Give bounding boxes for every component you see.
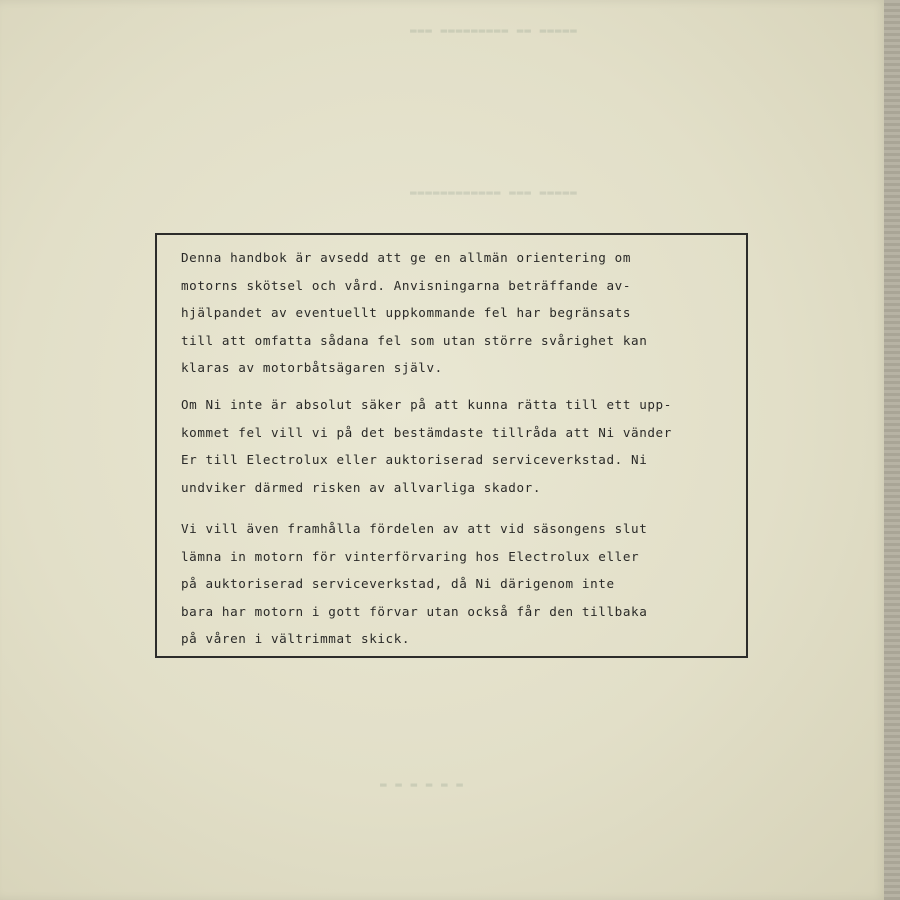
text-line: Denna handbok är avsedd att ge en allmän orientering om [181,250,632,265]
notice-paragraph-3 [181,515,721,653]
show-through-texture: ▬ ▬ ▬ ▬ ▬ ▬ [380,778,464,791]
text-line: bara har motorn i gott förvar utan också får den tillbaka [181,603,648,619]
text-line: kommet fel vill vi på det bestämdaste tillråda att Ni vänder [181,424,672,440]
text-line: lämna in motorn för vinterförvaring hos Electrolux eller [181,548,640,564]
text-line: klaras av motorbåtsägaren själv. [181,360,443,375]
text-line: Vi vill även framhålla fördelen av att vid säsongens slut [181,521,648,536]
show-through-texture: ▬▬▬ ▬▬▬▬▬▬▬▬▬ ▬▬ ▬▬▬▬▬ [410,24,578,37]
text-line: på våren i vältrimmat skick. [181,631,411,646]
text-line: Er till Electrolux eller auktoriserad serviceverkstad. Ni [181,452,648,467]
text-line: på auktoriserad serviceverkstad, då Ni därigenom inte [181,576,615,591]
text-line: hjälpandet av eventuellt uppkommande fel har begränsats [181,305,632,320]
notice-paragraph-2 [181,391,721,501]
background-surface [884,0,900,900]
notice-paragraph-1 [181,244,721,382]
text-line: Om Ni inte är absolut säker på att kunna rätta till ett upp- [181,397,672,412]
text-line: undviker därmed risken av allvarliga skador. [181,479,542,495]
text-line: till att omfatta sådana fel som utan större svårighet kan [181,332,648,348]
show-through-texture: ▬▬▬▬▬▬▬▬▬▬▬▬ ▬▬▬ ▬▬▬▬▬ [410,186,578,199]
text-line: motorns skötsel och vård. Anvisningarna beträffande av- [181,277,632,293]
notice-box [155,233,748,658]
